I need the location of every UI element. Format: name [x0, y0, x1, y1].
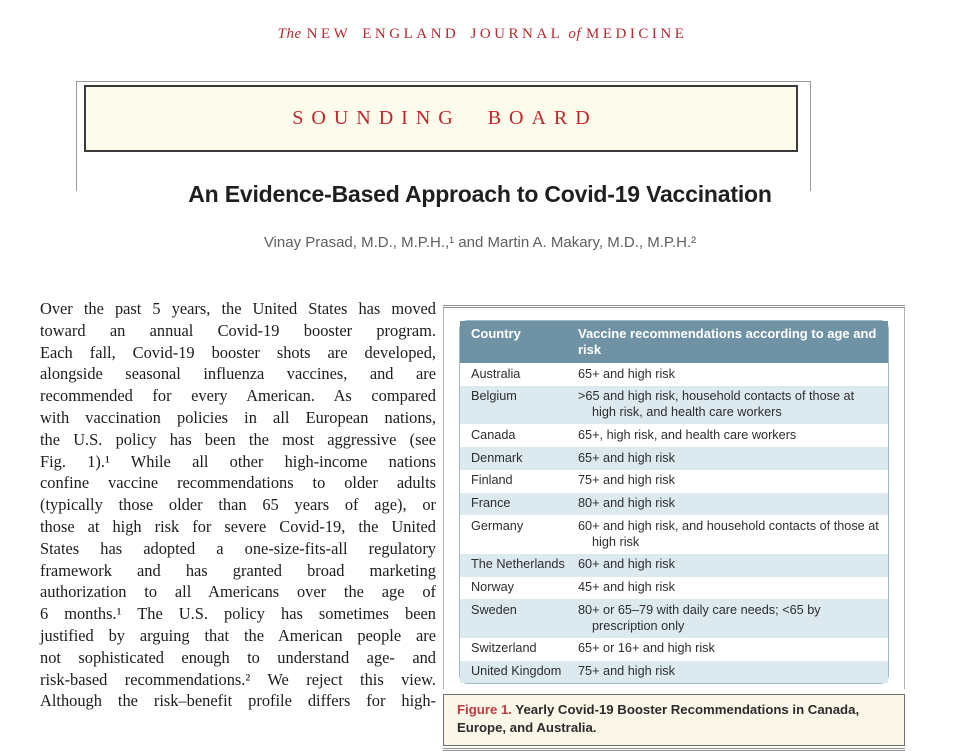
- recommendation-cell: 65+, high risk, and health care workers: [578, 427, 797, 442]
- body-text-line: with vaccination policies in all European nations,: [40, 407, 436, 427]
- body-text-line: (typically those older than 65 years of age), or: [40, 495, 436, 515]
- table-row: [460, 470, 888, 493]
- country-cell: Sweden: [471, 602, 517, 617]
- body-text-line: 6 months.¹ The U.S. policy has sometimes been: [40, 604, 436, 624]
- body-text-line: authorization to all Americans over the age of: [40, 582, 436, 602]
- body-text-line: Each fall, Covid-19 booster shots are developed,: [40, 342, 436, 362]
- country-cell: Denmark: [471, 450, 523, 465]
- body-text-line: Over the past 5 years, the United States has moved: [40, 299, 436, 318]
- recommendation-cell: 65+ or 16+ and high risk: [578, 641, 715, 656]
- country-cell: Canada: [471, 427, 516, 442]
- masthead-the: The: [277, 26, 302, 42]
- body-text-line: confine vaccine recommendations to older adults: [40, 473, 436, 493]
- body-text-line: States has adopted a one-size-fits-all regulatory: [40, 538, 436, 558]
- recommendation-cell: 80+ and high risk: [578, 496, 675, 511]
- country-cell: Belgium: [471, 389, 517, 404]
- banner-frame-right-rule: [810, 81, 811, 191]
- table-row: [460, 386, 888, 425]
- banner-frame-top-rule: [76, 81, 811, 82]
- table-header-row: [460, 321, 888, 363]
- masthead-medicine: MEDICINE: [586, 26, 688, 42]
- figure-table-rows: [460, 363, 888, 683]
- figure-caption: [443, 694, 905, 746]
- country-cell: Switzerland: [471, 641, 537, 656]
- article-authors: Vinay Prasad, M.D., M.P.H.,¹ and Martin A. Makary, M.D., M.P.H.²: [263, 234, 697, 251]
- recommendation-cell: 75+ and high risk: [578, 473, 675, 488]
- country-cell: Norway: [471, 580, 515, 595]
- figure-caption-text: Yearly Covid-19 Booster Recommendations in Canada, Europe, and Australia.: [457, 702, 860, 736]
- body-text-line: those at high risk for severe Covid-19, the United: [40, 516, 436, 536]
- body-text-line: risk-based recommendations.² We reject this view.: [40, 669, 436, 689]
- country-cell: France: [471, 496, 511, 511]
- masthead-of: of: [568, 26, 582, 42]
- figure-caption-label: Figure 1.: [457, 702, 512, 718]
- figure-table: [459, 320, 889, 684]
- body-text-line: not sophisticated enough to understand age- and: [40, 647, 436, 667]
- recommendation-cell: 75+ and high risk: [578, 664, 675, 679]
- country-cell: United Kingdom: [471, 664, 562, 679]
- table-row: [460, 515, 888, 554]
- country-cell: The Netherlands: [471, 557, 565, 572]
- recommendation-cell: 65+ and high risk: [578, 366, 675, 381]
- body-text-line: Fig. 1).¹ While all other high-income nations: [40, 451, 436, 471]
- table-row: [460, 599, 888, 638]
- table-row: [460, 363, 888, 386]
- body-text-line: toward an annual Covid-19 booster program.: [40, 320, 436, 340]
- column-header-recommendations: Vaccine recommendations according to age and risk: [578, 326, 877, 358]
- column-header-country: Country: [471, 326, 521, 341]
- body-text-line-clipped: Although the risk–benefit profile differs for high-: [40, 691, 436, 711]
- masthead-journal-name: NEW ENGLAND JOURNAL: [306, 26, 564, 42]
- body-text-line: justified by arguing that the American people are: [40, 625, 436, 645]
- table-row: [460, 638, 888, 661]
- table-row: [460, 447, 888, 470]
- body-column: [40, 298, 436, 711]
- journal-masthead: [0, 26, 960, 43]
- section-banner-label: SOUNDING BOARD: [292, 107, 598, 129]
- country-cell: Finland: [471, 473, 513, 488]
- body-text-line: recommended for every American. As compared: [40, 386, 436, 406]
- table-row: [460, 661, 888, 684]
- recommendation-cell: 65+ and high risk: [578, 450, 675, 465]
- article-title: An Evidence-Based Approach to Covid-19 Vaccination: [188, 181, 772, 207]
- figure-body: [443, 308, 905, 689]
- recommendation-cell: >65 and high risk, household contacts of those at high risk, and health care workers: [578, 389, 855, 420]
- recommendation-cell: 80+ or 65–79 with daily care needs; <65 by prescription only: [578, 602, 821, 633]
- body-text-line: the U.S. policy has been the most aggressive (see: [40, 429, 436, 449]
- table-row: [460, 493, 888, 516]
- country-cell: Germany: [471, 518, 524, 533]
- table-row: [460, 424, 888, 447]
- banner-frame-left-rule: [76, 81, 77, 191]
- figure-panel: [443, 305, 905, 751]
- table-row: [460, 554, 888, 577]
- body-text-line: alongside seasonal influenza vaccines, and are: [40, 364, 436, 384]
- recommendation-cell: 45+ and high risk: [578, 580, 675, 595]
- table-row: [460, 577, 888, 600]
- body-text-line: framework and has granted broad marketing: [40, 560, 436, 580]
- country-cell: Australia: [471, 366, 521, 381]
- recommendation-cell: 60+ and high risk: [578, 557, 675, 572]
- section-banner: [84, 85, 798, 152]
- recommendation-cell: 60+ and high risk, and household contacts of those at high risk: [578, 518, 879, 549]
